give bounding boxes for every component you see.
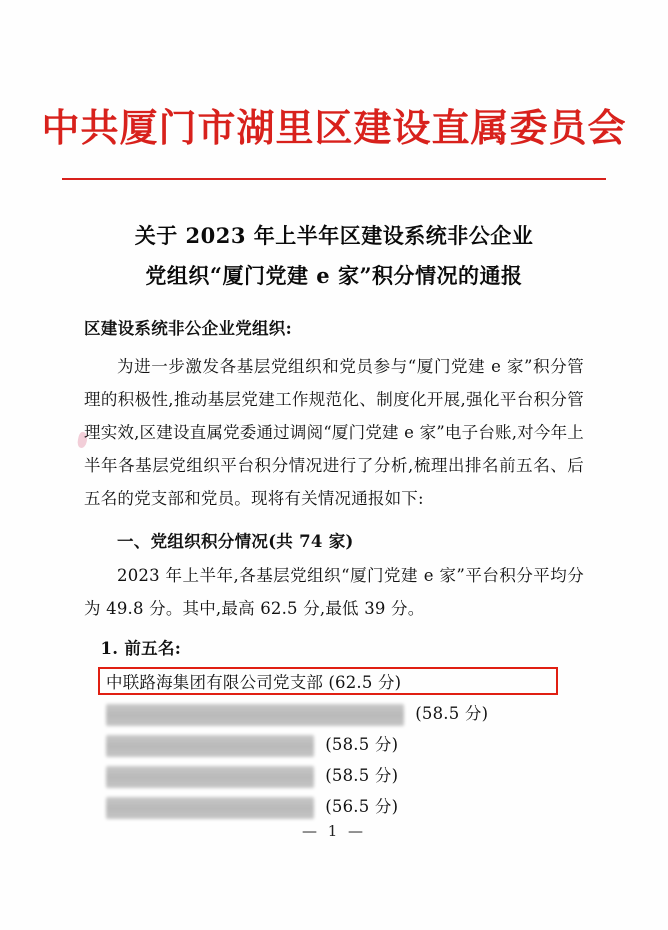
- subsection-heading: 1. 前五名:: [100, 639, 182, 658]
- organization-name: 中联路海集团有限公司党支部: [106, 673, 324, 692]
- organization-score: (62.5 分): [328, 673, 402, 692]
- organization-score: (58.5 分): [325, 735, 399, 754]
- list-item: [84, 667, 584, 698]
- body-paragraph-1: 为进一步激发各基层党组织和党员参与“厦门党建 e 家”积分管理的积极性,推动基层党建工作规范化、制度化开展,强化平台积分管理实效,区建设直属党委通过调阅“厦门党建 e 家”电子台账,对今年上半年各基层党组织平台积分情况进行了分析,梳理出排名前五名、后五名的党支部和党员。现将有关情况通报如下:: [84, 357, 584, 508]
- organization-name-redacted: [106, 735, 314, 757]
- organization-score: (58.5 分): [415, 704, 489, 723]
- organization-score: (56.5 分): [325, 797, 399, 816]
- section-paragraph: 2023 年上半年,各基层党组织“厦门党建 e 家”平台积分平均分为 49.8 分。其中,最高 62.5 分,最低 39 分。: [84, 566, 584, 618]
- masthead-divider: [62, 178, 606, 180]
- page-title: [84, 216, 584, 296]
- document-body: [84, 314, 584, 822]
- list-item: [84, 760, 584, 791]
- highlight-box: [98, 667, 558, 695]
- list-item: [84, 729, 584, 760]
- masthead-title: 中共厦门市湖里区建设直属委员会: [41, 105, 627, 150]
- ranking-list: [84, 667, 584, 822]
- salutation: 区建设系统非公企业党组织:: [84, 319, 292, 338]
- section-heading: 一、党组织积分情况(共 74 家): [117, 532, 354, 551]
- organization-name-redacted: [106, 797, 314, 819]
- organization-name-redacted: [106, 766, 314, 788]
- organization-name-redacted: [106, 704, 404, 726]
- page-title-line-2: 党组织“厦门党建 e 家”积分情况的通报: [145, 263, 523, 288]
- masthead: [0, 104, 668, 152]
- page-number: — 1 —: [301, 822, 367, 840]
- organization-score: (58.5 分): [325, 766, 399, 785]
- list-item: [84, 791, 584, 822]
- list-item: [84, 698, 584, 729]
- page-title-line-1: 关于 2023 年上半年区建设系统非公企业: [134, 223, 534, 248]
